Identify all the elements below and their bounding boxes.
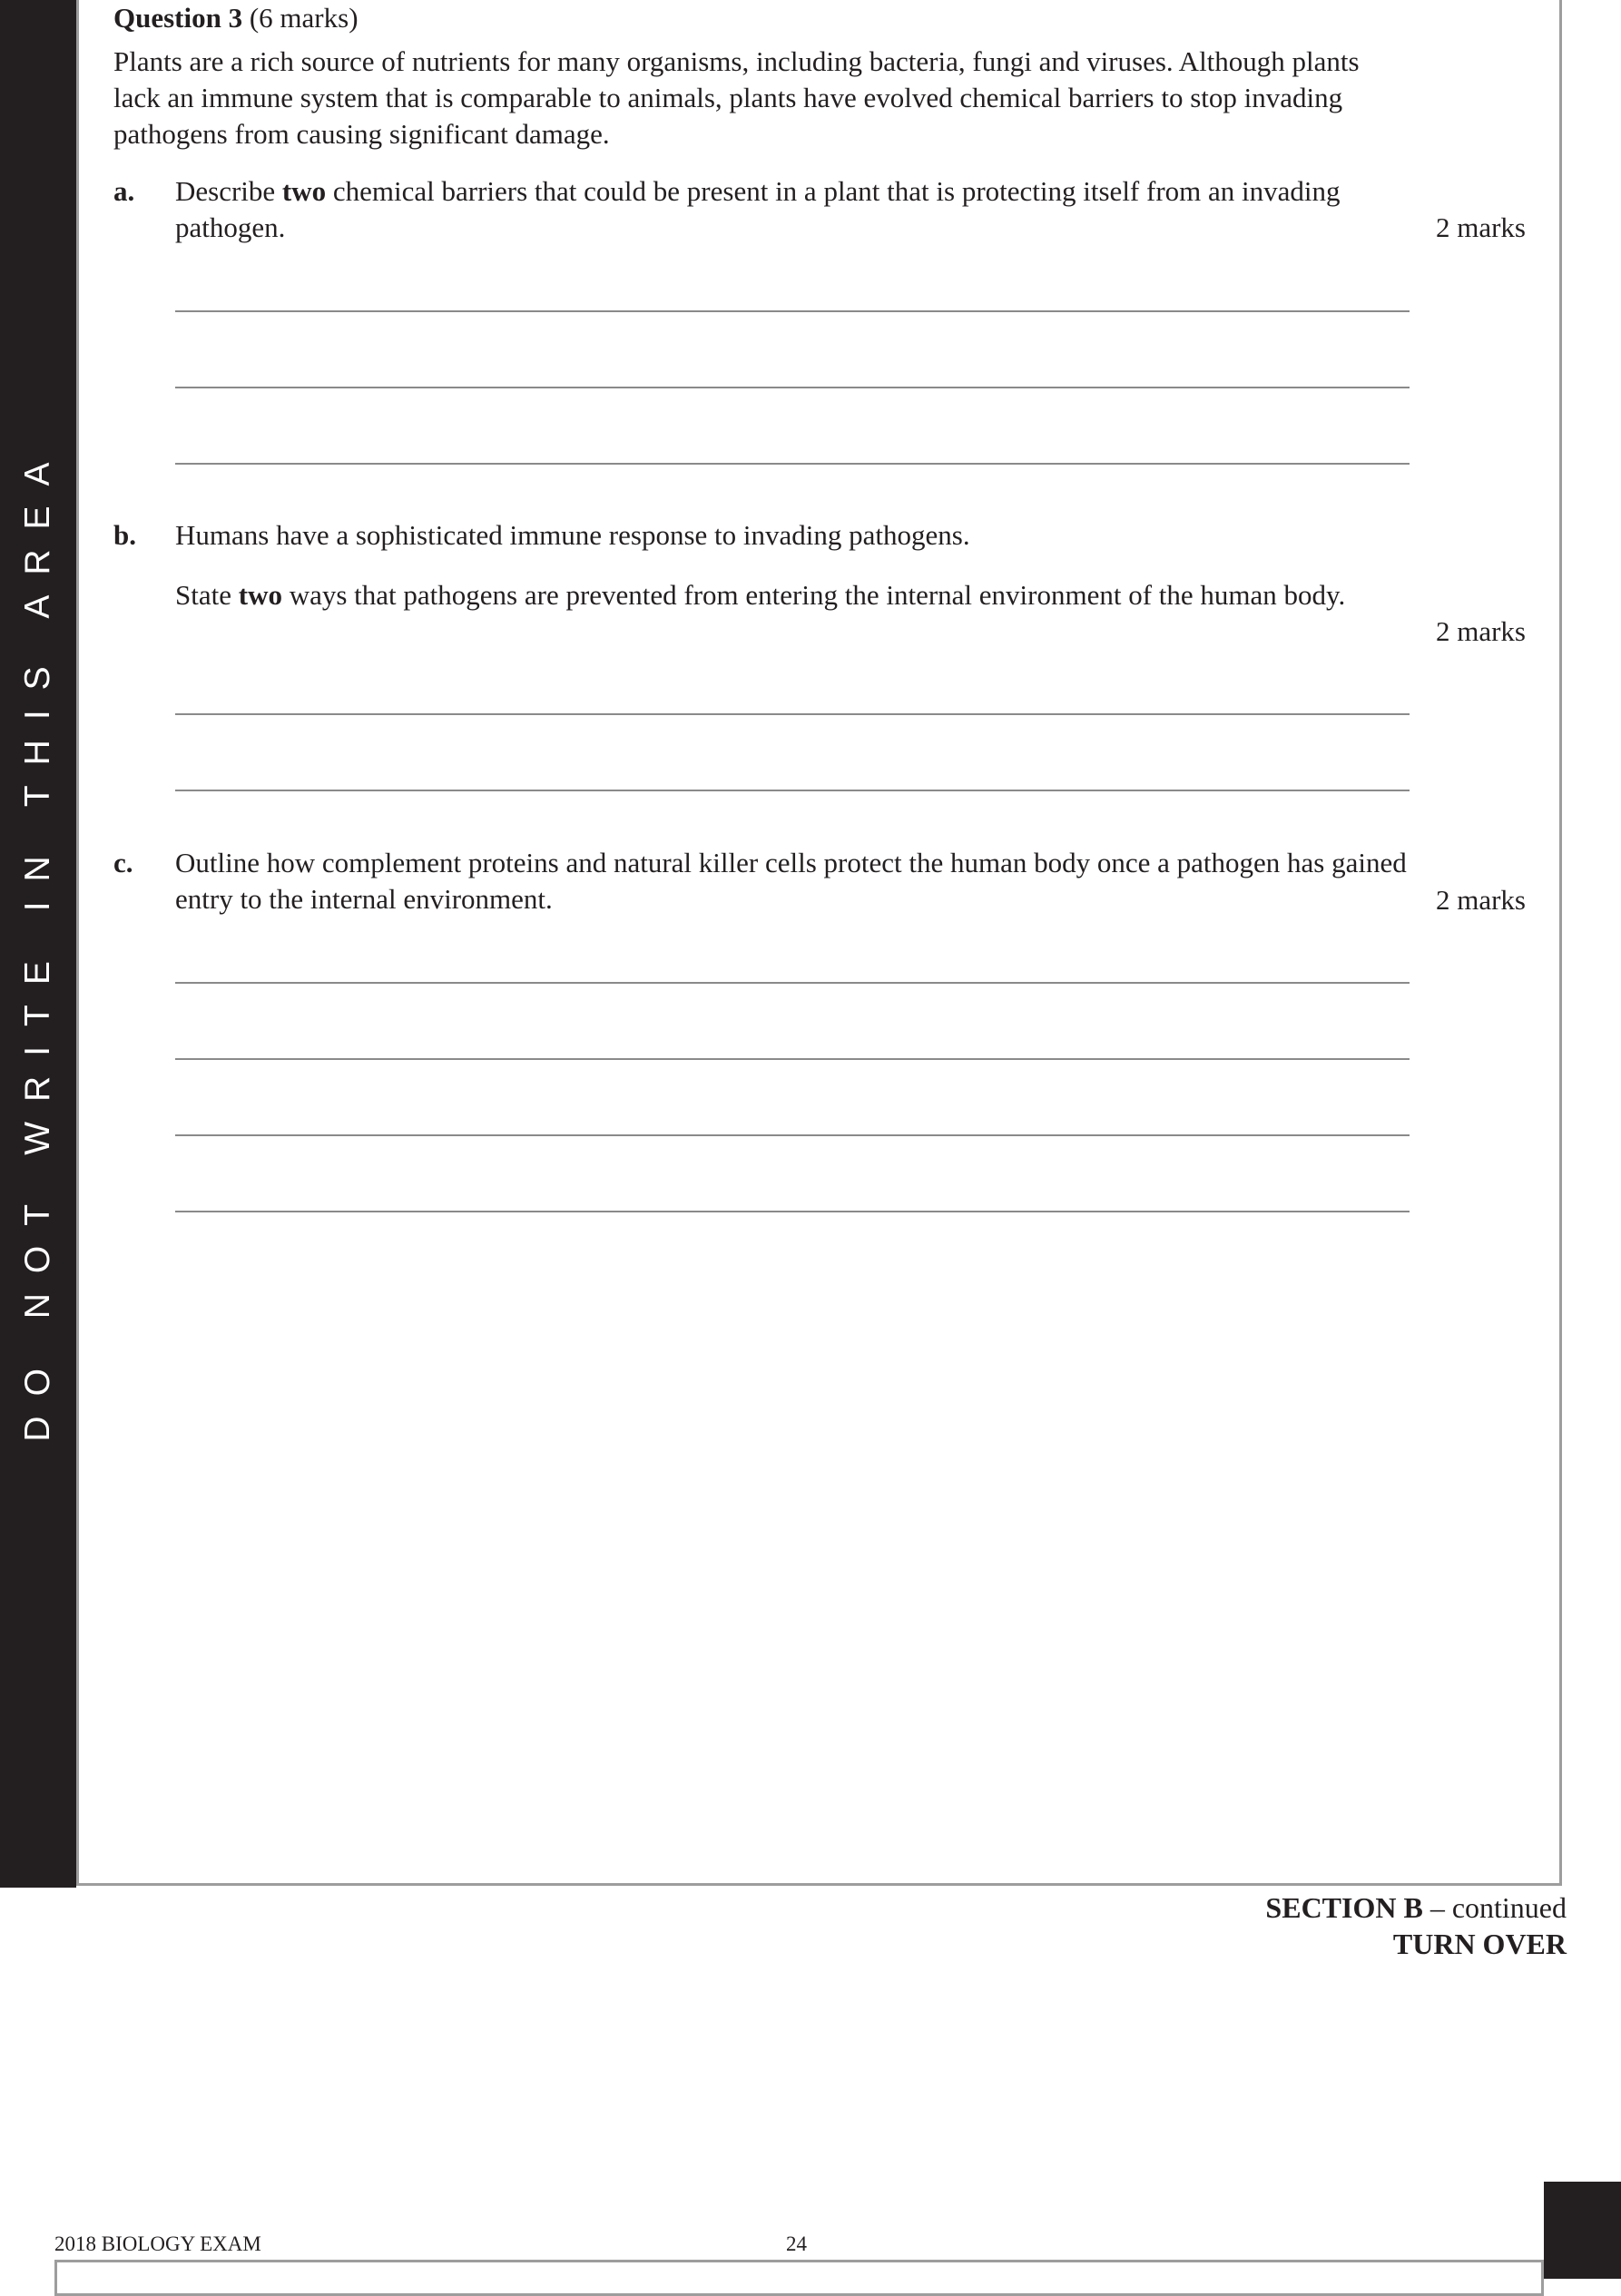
part-c-label: c. (113, 847, 133, 878)
part-b-prompt (175, 577, 1411, 613)
question-heading (113, 0, 359, 36)
margin-bar (0, 0, 76, 1888)
answer-line[interactable] (175, 713, 1410, 715)
section-name: SECTION B (1265, 1891, 1423, 1924)
answer-line[interactable] (175, 1211, 1410, 1212)
question-intro: Plants are a rich source of nutrients for many organisms, including bacteria, fungi and viruses. Although plants lack an immune system that is comparable to animals, plants have evolved chemical barriers to stop invading pathogens from causing significant damage. (113, 45, 1360, 150)
part-b-stem: Humans have a sophisticated immune response to invading pathogens. (175, 519, 970, 551)
part-a-marks: 2 marks (1435, 211, 1526, 243)
part-b-emphasis: two (238, 579, 282, 611)
answer-line[interactable] (175, 463, 1410, 465)
answer-line[interactable] (175, 310, 1410, 312)
do-not-write-banner: DO NOT WRITE IN THIS AREA (18, 442, 57, 1442)
next-frame-edge (54, 2260, 1544, 2296)
answer-line[interactable] (175, 790, 1410, 791)
answer-area-frame (76, 0, 1562, 1886)
part-b-text-after: ways that pathogens are prevented from entering the internal environment of the human body. (281, 579, 1346, 611)
question-marks: (6 marks) (249, 2, 359, 34)
corner-marker (1544, 2182, 1621, 2279)
part-b-marks: 2 marks (1435, 615, 1526, 647)
part-a-text-before: Describe (175, 175, 282, 207)
part-b-text-before: State (175, 579, 239, 611)
part-c-prompt: Outline how complement proteins and natural killer cells protect the human body once a pathogen has gained entry to the internal environment. (175, 847, 1407, 915)
part-a-emphasis: two (281, 175, 327, 207)
part-a-text-after: chemical barriers that could be present in a plant that is protecting itself from an invading pathogen. (175, 175, 1341, 243)
footer-exam-name: 2018 BIOLOGY EXAM (54, 2232, 261, 2255)
part-c-marks: 2 marks (1435, 884, 1526, 916)
question-title: Question 3 (113, 2, 243, 34)
section-continued (1265, 1889, 1567, 1926)
answer-line[interactable] (175, 1134, 1410, 1136)
turn-over-notice: TURN OVER (1392, 1928, 1567, 1960)
page-number: 24 (786, 2232, 807, 2255)
section-suffix: – continued (1422, 1891, 1567, 1924)
answer-line[interactable] (175, 982, 1410, 984)
part-a-prompt (175, 173, 1411, 246)
part-a-label: a. (113, 175, 135, 207)
part-b-label: b. (113, 519, 136, 551)
answer-line[interactable] (175, 387, 1410, 388)
answer-line[interactable] (175, 1058, 1410, 1060)
